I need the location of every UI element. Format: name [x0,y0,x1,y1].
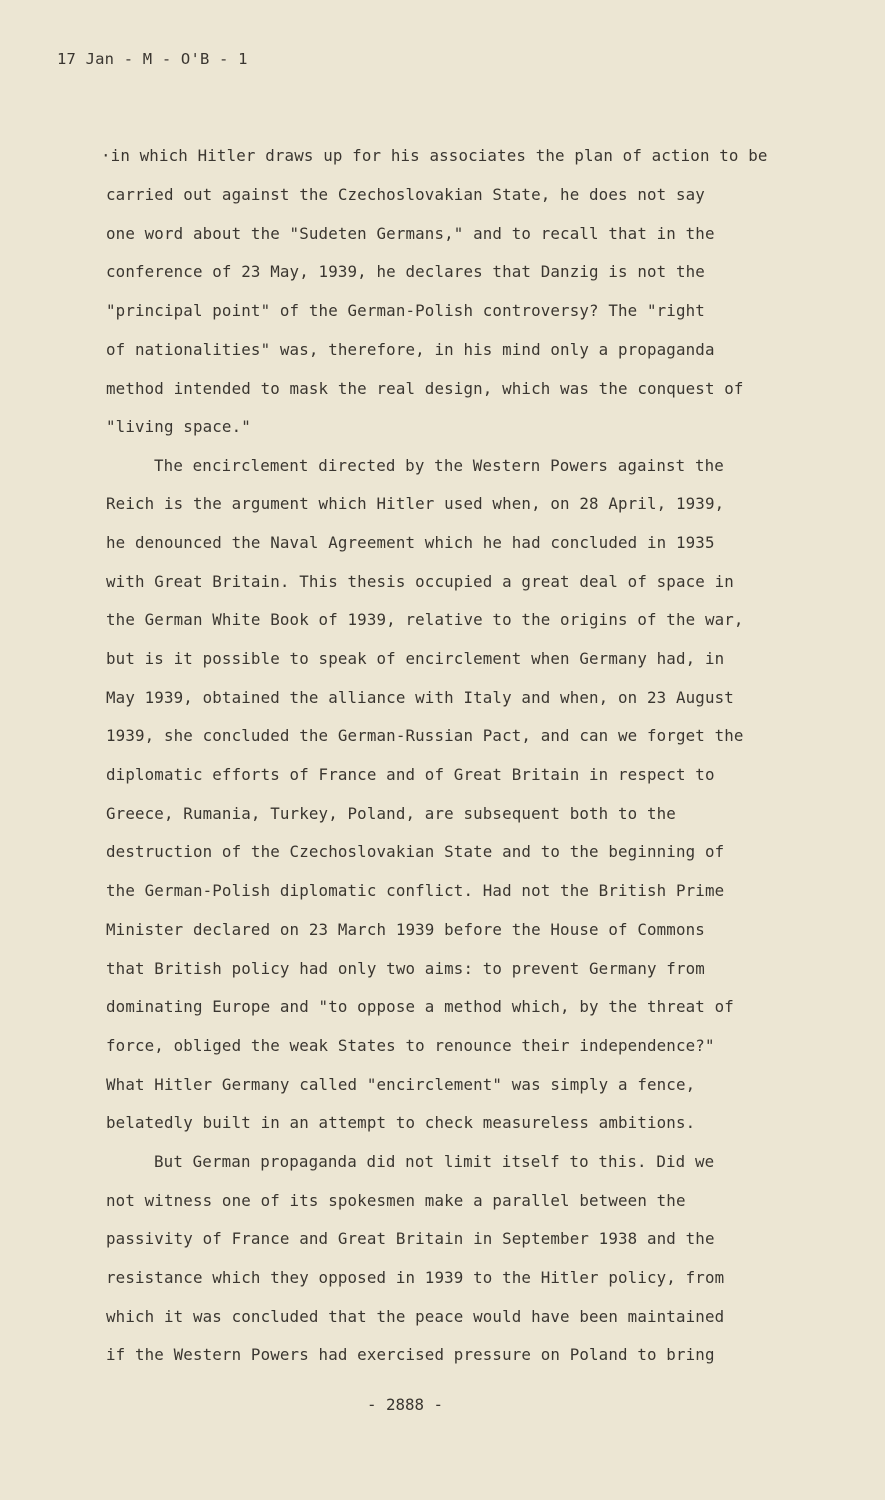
text-line: the German-Polish diplomatic conflict. Had not the British Prime [106,881,725,900]
paragraph-start-line: But German propaganda did not limit itself to this. Did we [154,1152,715,1171]
text-line: force, obliged the weak States to renounce their independence?" [106,1036,715,1055]
text-line: but is it possible to speak of encirclement when Germany had, in [106,649,725,668]
text-line: Minister declared on 23 March 1939 before the House of Commons [106,920,705,939]
text-line: passivity of France and Great Britain in September 1938 and the [106,1229,715,1248]
text-line: destruction of the Czechoslovakian State and to the beginning of [106,842,725,861]
text-line: resistance which they opposed in 1939 to the Hitler policy, from [106,1268,725,1287]
text-line: "principal point" of the German-Polish controversy? The "right [106,301,705,320]
text-line: Reich is the argument which Hitler used when, on 28 April, 1939, [106,494,725,513]
text-line: he denounced the Naval Agreement which he had concluded in 1935 [106,533,715,552]
text-line: conference of 23 May, 1939, he declares that Danzig is not the [106,262,705,281]
text-line: method intended to mask the real design, which was the conquest of [106,379,744,398]
text-line: 1939, she concluded the German-Russian Pact, and can we forget the [106,726,744,745]
text-line: What Hitler Germany called "encirclement" was simply a fence, [106,1075,696,1094]
text-line: May 1939, obtained the alliance with Italy and when, on 23 August [106,688,734,707]
text-line: "living space." [106,417,251,436]
page-reference-header: 17 Jan - M - O'B - 1 [57,50,248,68]
text-line: ·in which Hitler draws up for his associates the plan of action to be [101,146,768,165]
text-line: not witness one of its spokesmen make a parallel between the [106,1191,686,1210]
text-line: if the Western Powers had exercised pressure on Poland to bring [106,1345,715,1364]
text-line: one word about the "Sudeten Germans," and to recall that in the [106,224,715,243]
text-line: which it was concluded that the peace would have been maintained [106,1307,725,1326]
text-line: carried out against the Czechoslovakian State, he does not say [106,185,705,204]
text-line: with Great Britain. This thesis occupied a great deal of space in [106,572,734,591]
text-line: Greece, Rumania, Turkey, Poland, are subsequent both to the [106,804,676,823]
text-line: of nationalities" was, therefore, in his mind only a propaganda [106,340,715,359]
text-line: the German White Book of 1939, relative to the origins of the war, [106,610,744,629]
page-number: - 2888 - [366,1395,444,1414]
text-line: dominating Europe and "to oppose a method which, by the threat of [106,997,734,1016]
text-line: belatedly built in an attempt to check measureless ambitions. [106,1113,696,1132]
text-line: that British policy had only two aims: to prevent Germany from [106,959,705,978]
paragraph-start-line: The encirclement directed by the Western Powers against the [154,456,724,475]
text-line: diplomatic efforts of France and of Great Britain in respect to [106,765,715,784]
